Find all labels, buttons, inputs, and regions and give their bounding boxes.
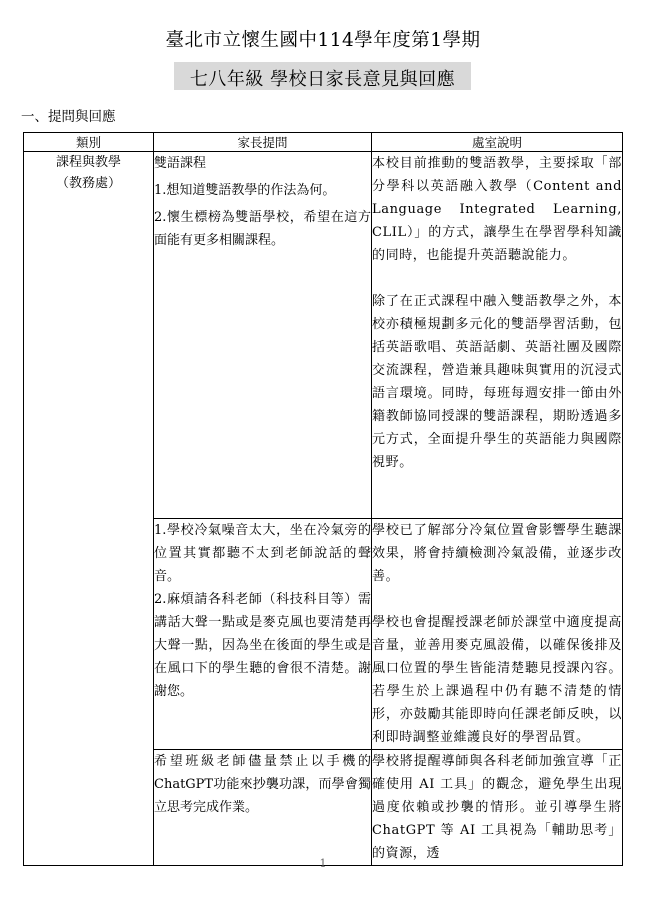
question-text: 希望班級老師儘量禁止以手機的ChatGPT功能來抄襲功課，而學會獨立思考完成作業。 <box>154 754 371 815</box>
section-heading: 一、提問與回應 <box>21 109 116 125</box>
answer-cell <box>372 519 623 750</box>
column-header-category: 類別 <box>24 133 154 152</box>
answer-text: 學校已了解部分冷氣位置會影響學生聽課效果，將會持續檢測冷氣設備，並逐步改善。 <box>372 523 622 584</box>
question-text: 2.麻煩請各科老師（科技科目等）需講話大聲一點或是麥克風也要清楚再大聲一點，因為坐在後面的學生或是在風口下的學生聽的會很不清楚。謝謝您。 <box>154 592 371 699</box>
category-name: 課程與教學 <box>55 155 121 170</box>
table-header-row <box>24 133 623 152</box>
category-cell <box>24 152 154 866</box>
answer-text: 學校也會提醒授課老師於課堂中適度提高音量，並善用麥克風設備，以確保後排及風口位置的學生皆能清楚聽見授課內容。若學生於上課過程中仍有聽不清楚的情形，亦鼓勵其能即時向任課老師反映，以利即時調整並維護良好的學習品質。 <box>372 615 622 745</box>
page-subtitle: 七八年級 學校日家長意見與回應 <box>189 69 456 90</box>
answer-text: 本校目前推動的雙語教學，主要採取「部分學科以英語融入教學（Content and Language Integrated Learning, CLIL）」的方式，讓學生在學習學科知識的同時，也能提升英語聽說能力。 <box>372 156 622 263</box>
qa-table <box>23 132 623 866</box>
question-cell <box>154 152 372 519</box>
column-header-answer: 處室說明 <box>372 133 623 152</box>
question-text: 1.學校冷氣噪音太大，坐在冷氣旁的位置其實都聽不太到老師說話的聲音。 <box>154 523 371 584</box>
question-cell <box>154 519 372 750</box>
question-topic: 雙語課程 <box>154 156 207 171</box>
answer-cell <box>372 750 623 866</box>
answer-text: 學校將提醒導師與各科老師加強宣導「正確使用 AI 工具」的觀念，避免學生出現過度依賴或抄襲的情形。並引導學生將 ChatGPT 等 AI 工具視為「輔助思考」的資源，透 <box>372 754 622 861</box>
answer-cell <box>372 152 623 519</box>
answer-text: 除了在正式課程中融入雙語教學之外，本校亦積極規劃多元化的雙語學習活動，包括英語歌唱、英語話劇、英語社團及國際交流課程，營造兼具趣味與實用的沉浸式語言環境。同時，每班每週安排一節由外籍教師協同授課的雙語課程，期盼透過多元方式，全面提升學生的英語能力與國際視野。 <box>372 294 622 470</box>
table-row <box>24 152 623 519</box>
page-number: 1 <box>319 857 327 870</box>
category-office: （教務處） <box>55 176 121 191</box>
question-cell <box>154 750 372 866</box>
page-title: 臺北市立懷生國中114學年度第1學期 <box>165 30 481 51</box>
column-header-question: 家長提問 <box>154 133 372 152</box>
question-text: 2.懷生標榜為雙語學校，希望在這方面能有更多相關課程。 <box>154 210 371 248</box>
question-text: 1.想知道雙語教學的作法為何。 <box>154 183 336 198</box>
